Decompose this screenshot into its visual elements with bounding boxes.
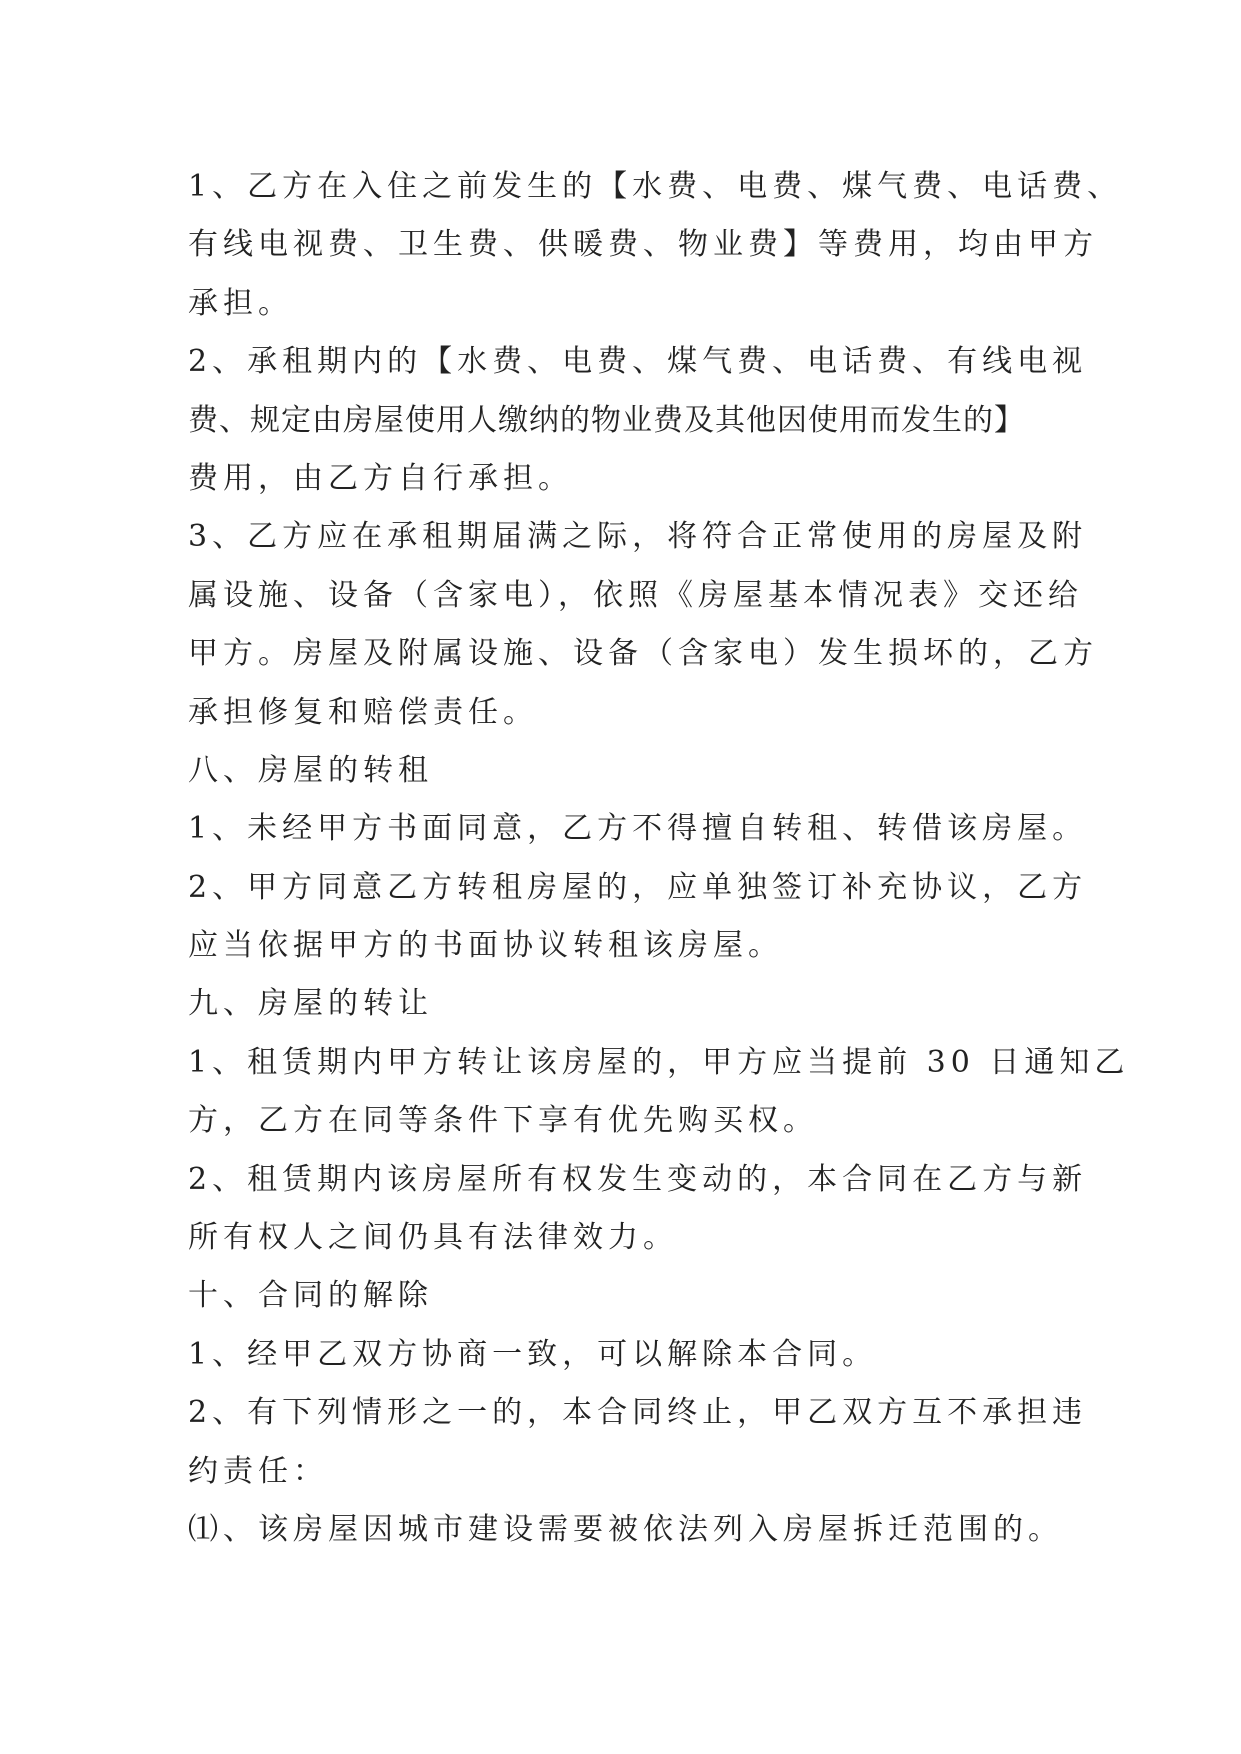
- text-line: 甲方。房屋及附属设施、设备（含家电）发生损坏的，乙方: [188, 636, 1098, 672]
- text-line: 承担。: [188, 285, 293, 321]
- text-line: 方，乙方在同等条件下享有优先购买权。: [188, 1103, 818, 1139]
- text-line: 1、经甲乙双方协商一致，可以解除本合同。: [188, 1336, 878, 1372]
- text-line: 1、未经甲方书面同意，乙方不得擅自转租、转借该房屋。: [188, 811, 1088, 847]
- text-line: 2、甲方同意乙方转租房屋的，应单独签订补充协议，乙方: [188, 869, 1088, 905]
- text-line: 1、乙方在入住之前发生的【水费、电费、煤气费、电话费、: [188, 169, 1123, 204]
- text-line: 所有权人之间仍具有法律效力。: [188, 1220, 678, 1256]
- section-heading: 十、合同的解除: [188, 1278, 433, 1314]
- text-line: 约责任：: [188, 1453, 328, 1489]
- text-line: 承担修复和赔偿责任。: [188, 694, 538, 730]
- text-line: 有线电视费、卫生费、供暖费、物业费】等费用，均由甲方: [188, 227, 1098, 263]
- text-line: 2、承租期内的【水费、电费、煤气费、电话费、有线电视: [188, 344, 1088, 380]
- text-line: 费、规定由房屋使用人缴纳的物业费及其他因使用而发生的】: [188, 402, 1025, 438]
- section-heading: 八、房屋的转租: [188, 752, 433, 788]
- contract-text-body: [188, 158, 1130, 1559]
- text-line: 应当依据甲方的书面协议转租该房屋。: [188, 928, 783, 964]
- section-heading: 九、房屋的转让: [188, 986, 433, 1022]
- text-line: 2、租赁期内该房屋所有权发生变动的，本合同在乙方与新: [188, 1161, 1088, 1197]
- text-line: 3、乙方应在承租期届满之际，将符合正常使用的房屋及附: [188, 519, 1088, 555]
- text-line: ⑴、该房屋因城市建设需要被依法列入房屋拆迁范围的。: [188, 1511, 1063, 1547]
- text-line: 费用，由乙方自行承担。: [188, 460, 573, 496]
- text-line: 2、有下列情形之一的，本合同终止，甲乙双方互不承担违: [188, 1395, 1088, 1431]
- text-line: 属设施、设备（含家电），依照《房屋基本情况表》交还给: [188, 577, 1083, 613]
- text-line: 1、租赁期内甲方转让该房屋的，甲方应当提前 30 日通知乙: [188, 1044, 1130, 1080]
